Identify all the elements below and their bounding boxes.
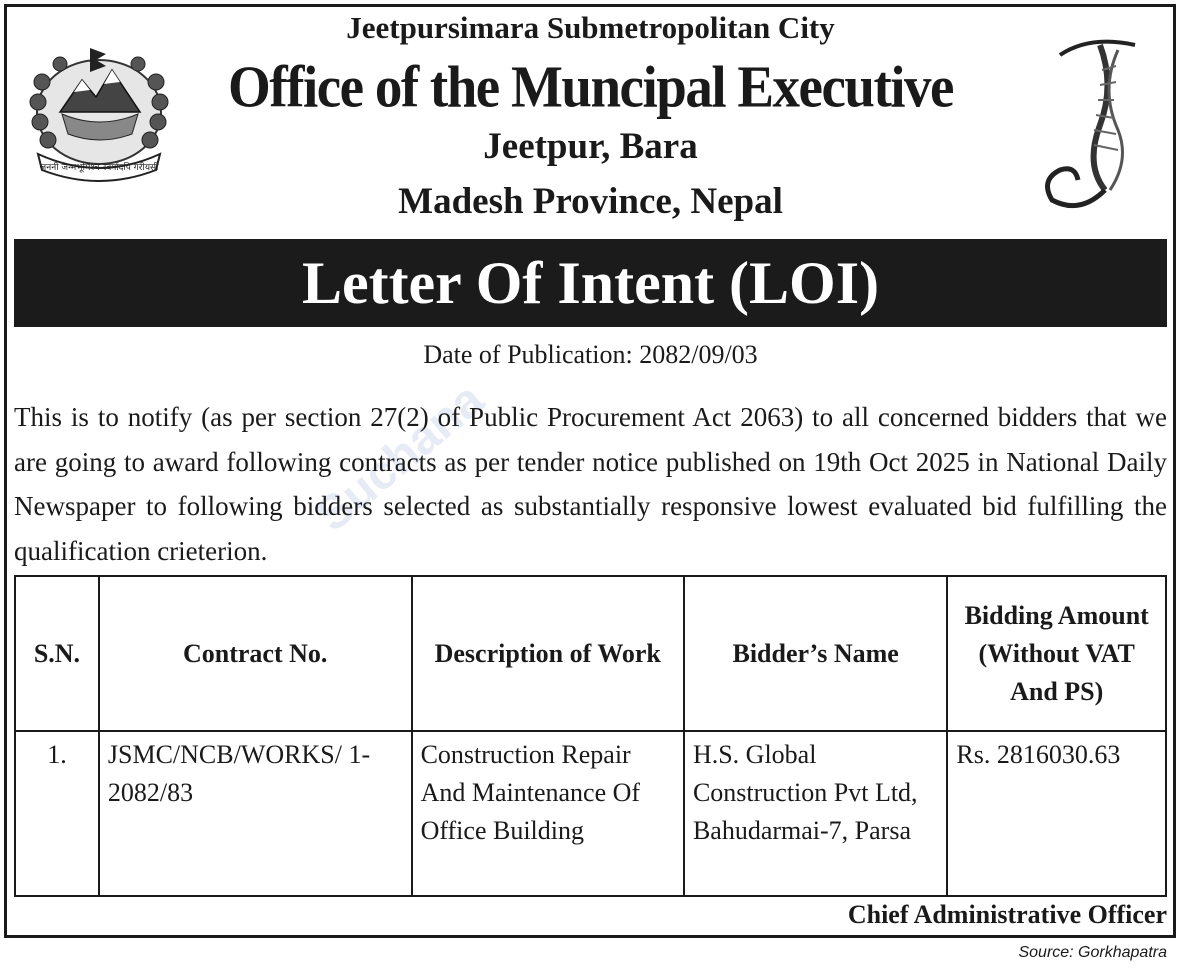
- header-sn: S.N.: [15, 576, 99, 731]
- province-line: Madesh Province, Nepal: [398, 181, 783, 222]
- table-header-row: [15, 576, 1166, 731]
- office-title: Office of the Muncipal Executive: [228, 53, 953, 120]
- header-bidding-amount: Bidding Amount (Without VAT And PS): [947, 576, 1166, 731]
- header-contract-no: Contract No.: [99, 576, 412, 731]
- cell-sn: 1.: [15, 731, 99, 896]
- office-location: Jeetpur, Bara: [483, 126, 698, 167]
- cell-contract-no: JSMC/NCB/WORKS/ 1-2082/83: [99, 731, 412, 896]
- notice-paragraph: This is to notify (as per section 27(2) of Public Procurement Act 2063) to all concerned bidders that we are going to award following contracts as per tender notice published on 19th Oct 2025 in National Daily Newspaper to following bidders selected as substantially responsive lowest evaluated bid fulfilling the qualification crieterion.: [14, 402, 1167, 566]
- header-bidder-name: Bidder’s Name: [684, 576, 947, 731]
- header-description: Description of Work: [412, 576, 684, 731]
- banner-title: Letter Of Intent (LOI): [301, 250, 880, 316]
- city-name: Jeetpursimara Submetropolitan City: [346, 10, 835, 45]
- watermark: Suchana: [306, 372, 494, 543]
- svg-text:जननी जन्मभूमिश्च स्वर्गादपि गर: जननी जन्मभूमिश्च स्वर्गादपि गरीयसी: [39, 163, 159, 173]
- publication-date: Date of Publication: 2082/09/03: [423, 340, 758, 369]
- source-credit: Source: Gorkhapatra: [1018, 944, 1167, 961]
- table-row: [15, 731, 1166, 896]
- loi-banner: [14, 239, 1167, 327]
- contracts-table: [14, 575, 1167, 897]
- cell-description: Construction Repair And Maintenance Of Office Building: [412, 731, 684, 896]
- cell-bidding-amount: Rs. 2816030.63: [947, 731, 1166, 896]
- signoff: Chief Administrative Officer: [847, 900, 1167, 929]
- cell-bidder-name: H.S. Global Construction Pvt Ltd, Bahudarmai-7, Parsa: [684, 731, 947, 896]
